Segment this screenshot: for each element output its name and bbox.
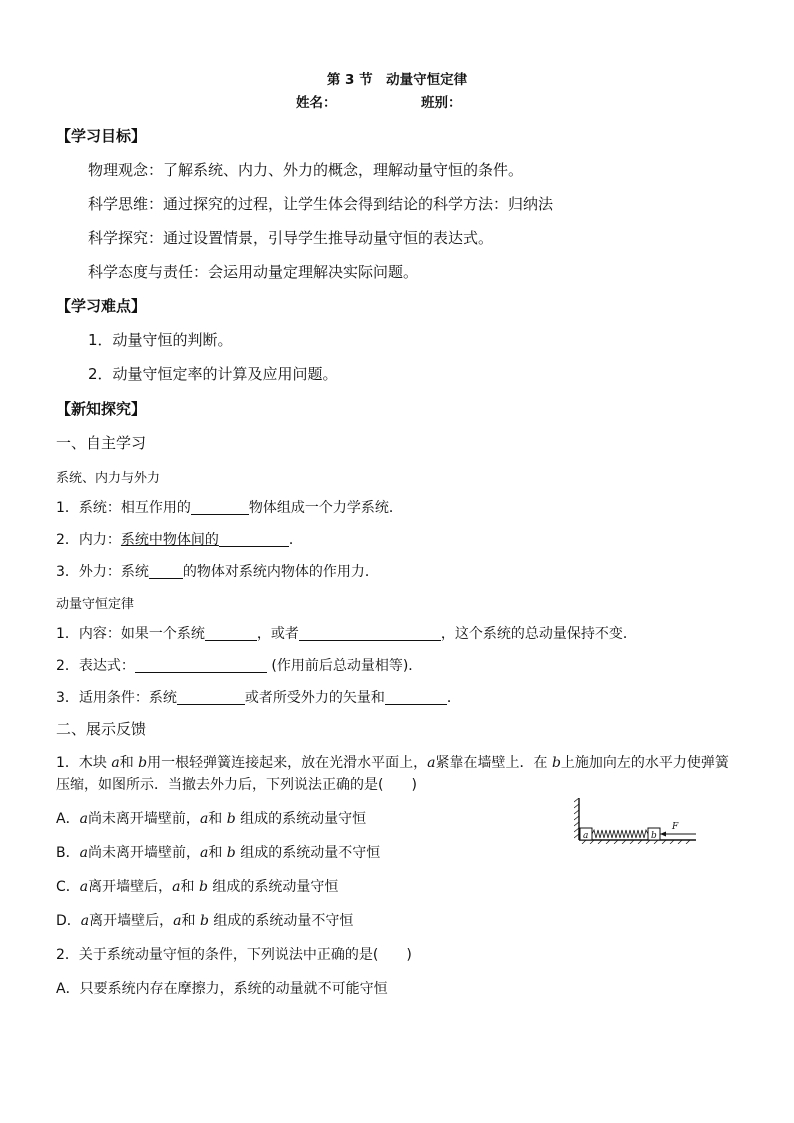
var-a: a — [199, 811, 209, 827]
stem-text: 和 — [119, 755, 139, 771]
answer-blank[interactable] — [385, 688, 447, 705]
block-a-label: a — [583, 831, 589, 841]
class-label: 班别： — [421, 95, 462, 111]
option-text: 组成的系统动量不守恒 — [213, 913, 354, 929]
question-text: 或者所受外力的矢量和 — [244, 690, 385, 706]
spring-blocks-figure — [574, 798, 700, 844]
option-text: A． — [56, 811, 80, 827]
stem-text: 紧靠在墙壁上．在 — [435, 755, 552, 771]
option-text: 组成的系统动量守恒 — [212, 879, 339, 895]
option-a[interactable]: A．只要系统内存在摩擦力，系统的动量就不可能守恒 — [56, 981, 388, 997]
question-text: ，或者 — [256, 626, 299, 642]
difficulty-item: 1．动量守恒的判断。 — [88, 331, 233, 349]
var-b: b — [551, 755, 561, 771]
fill-question — [56, 655, 422, 675]
var-a: a — [79, 879, 89, 895]
option-b[interactable] — [56, 842, 380, 862]
var-b: b — [198, 879, 208, 895]
question-text: 2．表达式： — [56, 658, 135, 674]
part-heading: 一、自主学习 — [56, 434, 147, 452]
objective-item: 物理观念：了解系统、内力、外力的概念，理解动量守恒的条件。 — [88, 161, 524, 179]
var-a: a — [427, 755, 436, 771]
option-c[interactable] — [56, 876, 338, 896]
answer-blank[interactable] — [205, 624, 257, 641]
option-text: D． — [56, 913, 81, 929]
var-a: a — [111, 755, 120, 771]
difficulties-heading: 【学习难点】 — [56, 297, 147, 315]
part-heading: 二、展示反馈 — [56, 720, 147, 738]
option-text: 组成的系统动量不守恒 — [240, 845, 381, 861]
answer-blank[interactable] — [191, 498, 249, 515]
option-text: 和 — [181, 913, 200, 929]
fill-question — [56, 561, 379, 581]
var-a: a — [80, 913, 90, 929]
name-label: 姓名： — [296, 95, 337, 111]
answer-blank[interactable] — [219, 530, 289, 547]
var-b: b — [138, 755, 148, 771]
option-text: 尚未离开墙壁前， — [87, 845, 200, 861]
var-a: a — [173, 913, 182, 929]
option-text: C． — [56, 879, 80, 895]
problem-stem — [56, 752, 729, 772]
answer-blank[interactable] — [135, 656, 267, 673]
question-text: ． — [288, 532, 303, 548]
problem-stem: 2．关于系统动量守恒的条件，下列说法中正确的是( ) — [56, 947, 412, 963]
answer-blank[interactable] — [177, 688, 245, 705]
stem-text: 用一根轻弹簧连接起来，放在光滑水平面上， — [147, 755, 428, 771]
wall-hatch — [574, 798, 579, 840]
option-text: 和 — [180, 879, 199, 895]
option-d[interactable] — [56, 910, 353, 930]
fill-question — [56, 687, 461, 707]
option-text: 离开墙壁后， — [89, 913, 174, 929]
fill-question — [56, 497, 403, 517]
option-a[interactable] — [56, 808, 366, 828]
option-text: 和 — [208, 811, 227, 827]
question-text: 1．内容：如果一个系统 — [56, 626, 205, 642]
stem-text: 1．木块 — [56, 755, 112, 771]
var-a: a — [79, 845, 88, 861]
floor-hatch — [579, 840, 696, 844]
underlined-text: 系统中物体间的 — [120, 532, 219, 548]
objective-item: 科学态度与责任：会运用动量定理解决实际问题。 — [88, 263, 419, 281]
question-text: 2．内力： — [56, 532, 121, 548]
objectives-heading: 【学习目标】 — [56, 127, 147, 145]
explore-heading: 【新知探究】 — [56, 400, 147, 418]
question-text: (作用前后总动量相等)． — [271, 658, 423, 674]
option-text: 离开墙壁后， — [88, 879, 173, 895]
objective-item: 科学探究：通过设置情景，引导学生推导动量守恒的表达式。 — [88, 229, 494, 247]
question-text: 3．外力：系统 — [56, 564, 149, 580]
page-title: 第 3 节 动量守恒定律 — [326, 72, 468, 88]
question-text: 的物体对系统内物体的作用力． — [182, 564, 379, 580]
subheading: 动量守恒定律 — [56, 597, 135, 612]
var-a: a — [172, 879, 181, 895]
question-text: 物体组成一个力学系统． — [248, 500, 403, 516]
problem-stem: 压缩，如图所示．当撤去外力后，下列说法正确的是( ) — [56, 777, 417, 793]
question-text: ． — [446, 690, 461, 706]
var-b: b — [199, 913, 209, 929]
fill-question — [56, 623, 637, 643]
var-b: b — [226, 811, 236, 827]
option-text: 和 — [208, 845, 227, 861]
difficulty-item: 2．动量守恒定率的计算及应用问题。 — [88, 365, 338, 383]
answer-blank[interactable] — [299, 624, 441, 641]
var-a: a — [199, 845, 209, 861]
question-text: 1．系统：相互作用的 — [56, 500, 191, 516]
question-text: ，这个系统的总动量保持不变． — [440, 626, 637, 642]
option-text: 尚未离开墙壁前， — [87, 811, 200, 827]
fill-question — [56, 529, 303, 549]
var-b: b — [226, 845, 236, 861]
option-text: B． — [56, 845, 80, 861]
var-a: a — [79, 811, 88, 827]
spring — [592, 830, 648, 838]
block-b-label: b — [651, 831, 657, 841]
answer-blank[interactable] — [149, 562, 183, 579]
student-info — [296, 91, 462, 111]
question-text: 3．适用条件：系统 — [56, 690, 177, 706]
stem-text: 上施加向左的水平力使弹簧 — [560, 755, 729, 771]
option-text: 组成的系统动量守恒 — [240, 811, 367, 827]
subheading: 系统、内力与外力 — [56, 471, 161, 486]
arrow-head-icon — [660, 832, 666, 837]
objective-item: 科学思维：通过探究的过程，让学生体会得到结论的科学方法：归纳法 — [88, 195, 554, 213]
force-label: F — [672, 822, 679, 832]
